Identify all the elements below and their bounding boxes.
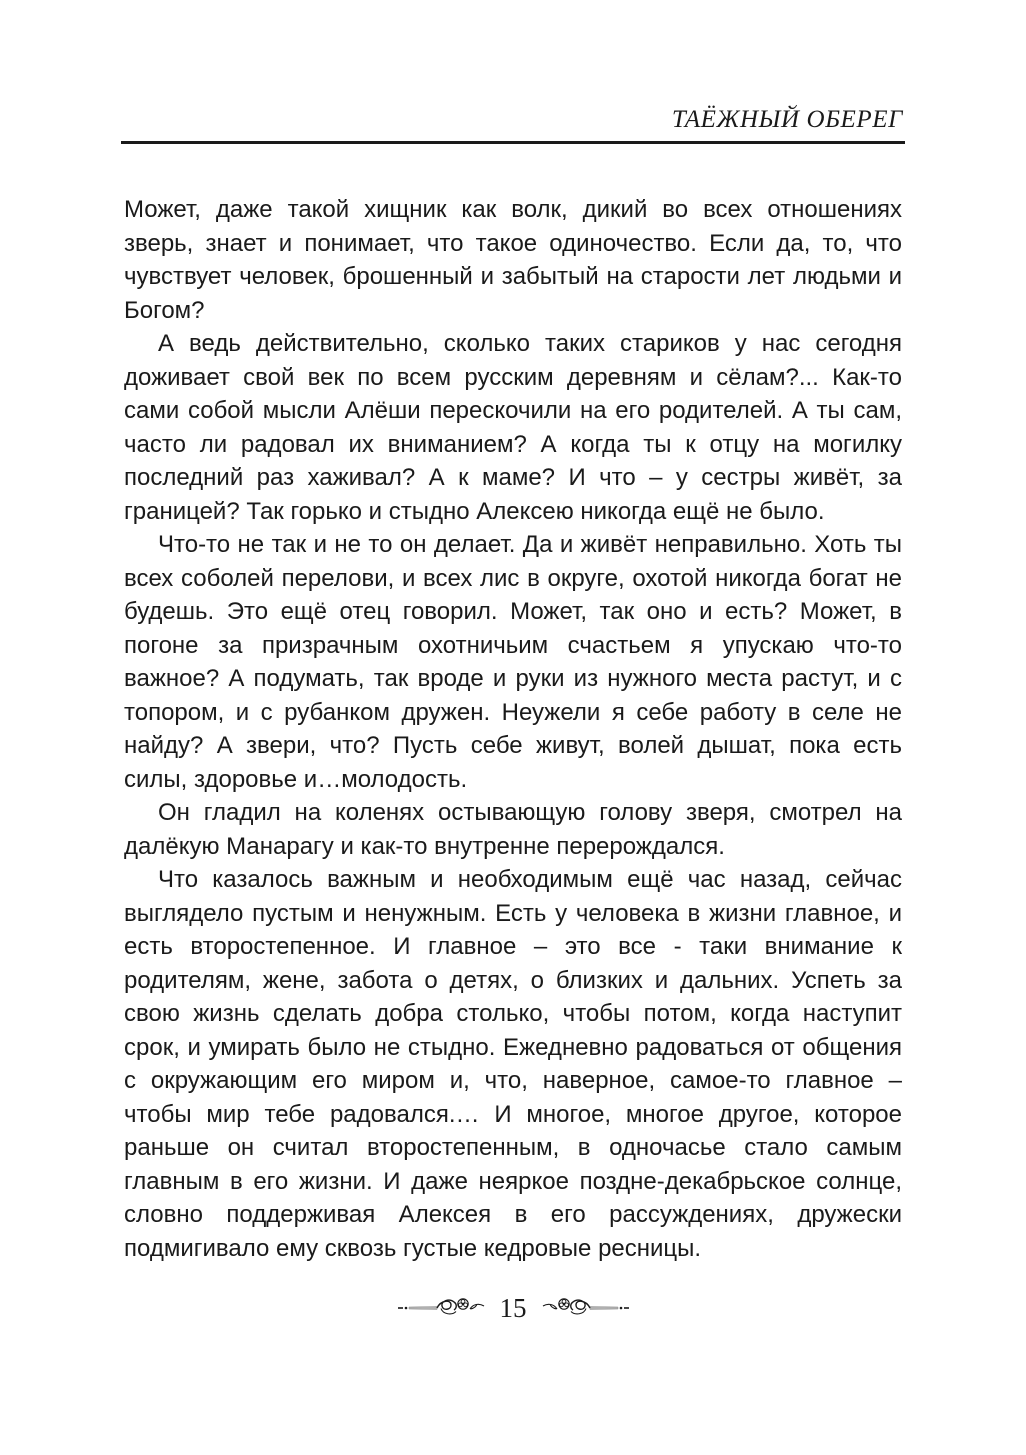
paragraph: Может, даже такой хищник как волк, дикий во всех отношениях зверь, знает и понимает, что такое одиночество. Если да, то, что чувствует человек, брошенный и забытый на старости лет людьми и Богом? [124, 196, 902, 324]
page-footer [0, 1290, 1026, 1326]
floral-flourish-right-icon [538, 1295, 630, 1321]
page-body [124, 193, 902, 1265]
paragraph: А ведь действительно, сколько таких стариков у нас сегодня доживает свой век по всем русским деревням и сёлам?... Как-то сами собой мысли Алёши перескочили на его родителей. А ты сам, часто ли радовал их вниманием? А когда ты к отцу на могилку последний раз хаживал? А к маме? И что – у сестры живёт, за границей? Так горько и стыдно Алексею никогда ещё не было. [124, 330, 902, 525]
paragraph: Он гладил на коленях остывающую голову зверя, смотрел на далёкую Манарагу и как-то внутренне перерождался. [124, 799, 902, 860]
page-number: 15 [499, 1292, 527, 1323]
paragraph: Что казалось важным и необходимым ещё час назад, сейчас выглядело пустым и ненужным. Есть у человека в жизни главное, и есть второстепенное. И главное – это все - таки внимание к родителям, жене, забота о детях, о близких и дальних. Успеть за свою жизнь сделать добра столько, чтобы потом, когда наступит срок, и умирать было не стыдно. Ежедневно радоваться от общения с окружающим его миром и, что, наверное, самое-то главное – чтобы мир тебе радовался.… И многое, многое другое, которое раньше он считал второстепенным, в одночасье стало самым главным в его жизни. И даже неяркое поздне-декабрьское солнце, словно поддерживая Алексея в его рассуждениях, дружески подмигивало ему сквозь густые кедровые ресницы. [124, 866, 902, 1262]
running-header-title: ТАЁЖНЫЙ ОБЕРЕГ [671, 106, 903, 133]
floral-flourish-left-icon [397, 1295, 489, 1321]
paragraph: Что-то не так и не то он делает. Да и живёт неправильно. Хоть ты всех соболей перелови, и всех лис в округе, охотой никогда богат не будешь. Это ещё отец говорил. Может, так оно и есть? Может, в погоне за призрачным охотничьим счастьем я упускаю что-то важное? А подумать, так вроде и руки из нужного места растут, и с топором, и с рубанком дружен. Неужели я себе работу в селе не найду? А звери, что? Пусть себе живут, волей дышат, пока есть силы, здоровье и…молодость. [124, 531, 902, 793]
header-rule [121, 141, 905, 144]
